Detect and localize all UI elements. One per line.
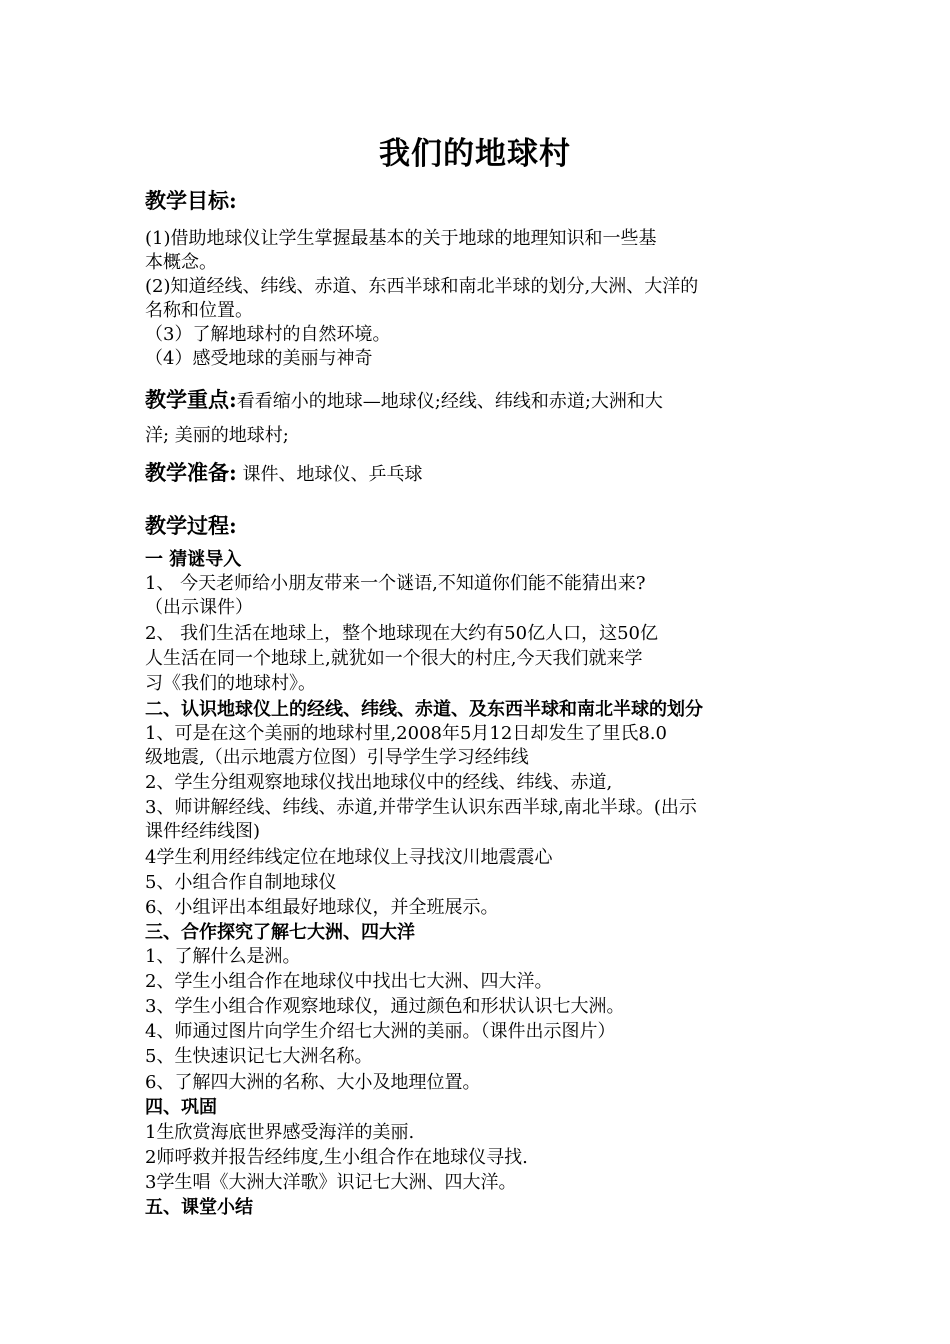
objective-line: 本概念。 [145, 252, 217, 273]
key-points-text: 看看缩小的地球—地球仪;经线、纬线和赤道;大洲和大 [236, 391, 663, 412]
section-2-line: 6、小组评出本组最好地球仪，并全班展示。 [145, 897, 499, 918]
objective-line: 名称和位置。 [145, 300, 253, 321]
section-1-line: 1、 今天老师给小朋友带来一个谜语,不知道你们能不能猜出来? [145, 573, 646, 594]
preparation-line [145, 458, 423, 490]
section-2-line: 2、学生分组观察地球仪找出地球仪中的经线、纬线、赤道, [145, 772, 613, 793]
page-title: 我们的地球村 [379, 136, 571, 172]
section-2-line: 级地震,（出示地震方位图）引导学生学习经纬线 [145, 747, 529, 768]
section-1-line: 人生活在同一个地球上,就犹如一个很大的村庄,今天我们就来学 [145, 648, 643, 669]
section-4-line: 3学生唱《大洲大洋歌》识记七大洲、四大洋。 [145, 1172, 517, 1193]
key-points-label: 教学重点: [145, 387, 237, 412]
section-5-title: 五、课堂小结 [145, 1197, 253, 1218]
section-3-line: 6、了解四大洲的名称、大小及地理位置。 [145, 1072, 481, 1093]
section-1-line: 2、 我们生活在地球上，整个地球现在大约有50亿人口，这50亿 [145, 623, 658, 644]
objectives-heading: 教学目标: [145, 188, 237, 213]
section-4-line: 2师呼救并报告经纬度,生小组合作在地球仪寻找. [145, 1147, 528, 1168]
section-2-title: 二、认识地球仪上的经线、纬线、赤道、及东西半球和南北半球的划分 [145, 699, 703, 720]
section-3-line: 1、了解什么是洲。 [145, 946, 301, 967]
section-3-line: 5、生快速识记七大洲名称。 [145, 1046, 373, 1067]
section-4-title: 四、巩固 [145, 1097, 217, 1118]
preparation-text: 课件、地球仪、乒乓球 [242, 464, 423, 485]
section-3-title: 三、合作探究了解七大洲、四大洋 [145, 922, 415, 943]
preparation-label: 教学准备: [145, 460, 237, 485]
section-2-line: 3、师讲解经线、纬线、赤道,并带学生认识东西半球,南北半球。(出示 [145, 797, 697, 818]
section-1-line: （出示课件） [145, 597, 253, 618]
objective-line: (1)借助地球仪让学生掌握最基本的关于地球的地理知识和一些基 [145, 228, 657, 249]
objective-line: （3）了解地球村的自然环境。 [145, 324, 391, 345]
section-3-line: 4、师通过图片向学生介绍七大洲的美丽。（课件出示图片） [145, 1021, 616, 1042]
section-3-line: 3、学生小组合作观察地球仪，通过颜色和形状认识七大洲。 [145, 996, 625, 1017]
key-points-line [145, 385, 663, 417]
key-points-line-2: 洋; 美丽的地球村; [145, 425, 289, 446]
section-4-line: 1生欣赏海底世界感受海洋的美丽. [145, 1122, 415, 1143]
section-1-title: 一 猜谜导入 [145, 549, 242, 570]
process-heading: 教学过程: [145, 513, 237, 538]
section-2-line: 1、可是在这个美丽的地球村里,2008年5月12日却发生了里氏8.0 [145, 723, 667, 744]
objective-line: （4）感受地球的美丽与神奇 [145, 348, 373, 369]
section-1-line: 习《我们的地球村》。 [145, 673, 316, 694]
section-2-line: 课件经纬线图) [145, 821, 261, 842]
section-2-line: 4学生利用经纬线定位在地球仪上寻找汶川地震震心 [145, 847, 553, 868]
section-2-line: 5、小组合作自制地球仪 [145, 872, 337, 893]
section-3-line: 2、学生小组合作在地球仪中找出七大洲、四大洋。 [145, 971, 553, 992]
objective-line: (2)知道经线、纬线、赤道、东西半球和南北半球的划分,大洲、大洋的 [145, 276, 699, 297]
